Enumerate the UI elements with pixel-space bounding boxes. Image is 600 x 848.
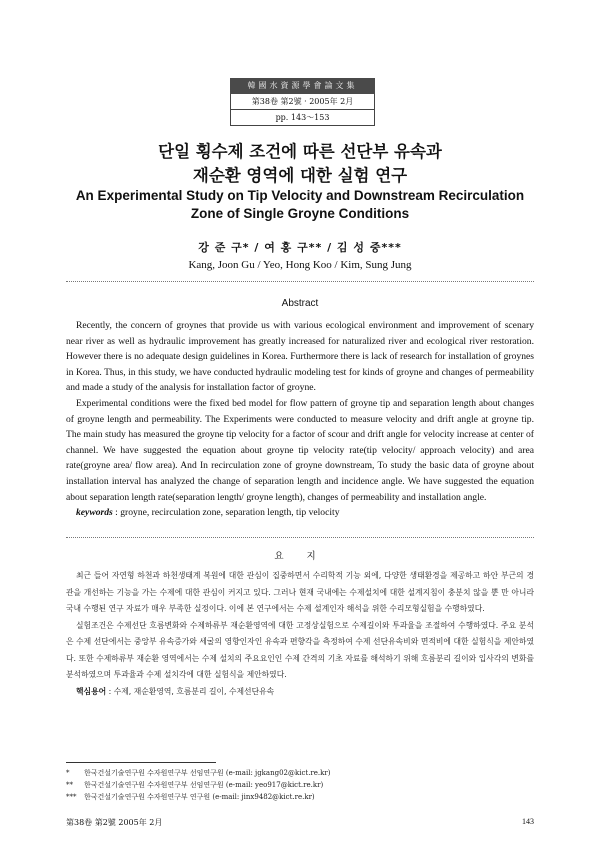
title-korean-line-1: 단일 횡수제 조건에 따른 선단부 유속과 — [158, 142, 442, 161]
footnotes — [66, 767, 534, 803]
page-number: 143 — [522, 817, 534, 826]
keywords-label: keywords — [76, 507, 113, 519]
yoji-paragraph-1: 최근 들어 자연형 하천과 하천생태계 복원에 대한 관심이 집중하면서 수리학적 기능 외에, 다양한 생태환경을 제공하고 하안 부근의 경관을 개선하는 기능을 가는 수제에 대한 관심이 커지고 있다. 그러나 현재 국내에는 수제설치에 대한 설계지침이 충분치 않을 뿐 만 아니라 국내 수행된 연구 자료가 매우 부족한 실정이다. 이에 본 연구에서는 수제 설계인자 해석을 위한 수리모형실험을 수행하였다. — [66, 571, 534, 613]
journal-logo: 韓國水資源學會論文集 — [230, 78, 375, 94]
title-english-line-1: An Experimental Study on Tip Velocity and Downstream Recirculation — [75, 188, 525, 203]
divider-middle — [66, 537, 534, 538]
authors-english: Kang, Joon Gu / Yeo, Hong Koo / Kim, Sung Jung — [188, 259, 412, 271]
title-english-line-2: Zone of Single Groyne Conditions — [190, 206, 410, 221]
footnote-1: * 한국건설기술연구원 수자원연구부 선임연구원 (e-mail: jgkang02@kict.re.kr) — [66, 769, 331, 777]
divider-top — [66, 281, 534, 282]
volume-info: 第38卷 第2號 · 2005年 2月 — [230, 94, 375, 110]
footnote-rule — [66, 762, 216, 763]
abstract-body — [66, 318, 534, 521]
keywords-line — [66, 505, 534, 521]
yoji-keywords-text: : 수제, 재순환영역, 흐름분리 길이, 수제선단유속 — [106, 686, 275, 696]
yoji-keywords-label: 핵심용어 — [76, 686, 107, 696]
footer-journal-issue: 第38卷 第2號 2005年 2月 — [66, 818, 163, 827]
yoji-paragraph-2: 실험조건은 수제선단 흐름변화와 수제하류부 재순환영역에 대한 고정상실험으로 수제길이와 투과율을 조절하여 수행하였다. 주요 분석은 수제 선단에서는 중앙부 유속증가와 세굴의 영향인자인 유속과 편향각을 측정하여 수제 선단유속비와 면적비에 대한 실험식을 제안하였다. 또한 수제하류부 재순환 영역에서는 수제 설치의 주요요인인 수제 간격의 기초 자료를 해석하기 위해 흐름분리 길이와 입사각의 변화를 분석하였으며 투과율과 수제 설치각에 대한 실험식을 제안하였다. — [66, 620, 534, 679]
yoji-body — [66, 568, 534, 700]
abstract-paragraph-2: Experimental conditions were the fixed bed model for flow pattern of groyne tip and separation length about changes of groyne length and permeability. The Experiments were conducted to measure velocity and drift angle at groyne tip. The main study has measured the groyne tip velocity for a factor of scour and drift angle for velocity increase at center of channel. We have suggested the equation about groyne tip velocity rate(tip velocity/ approach velocity) and area rate(groyne area/ flow area). And In recirculation zone of groyne downstream, To study the basic data of groyne about installation interval has analyzed the change of separation length and incidence angle. We have suggested the equation about separation length rate(separation length/ groyne length), changes of permeability and installation angle. — [66, 397, 534, 503]
journal-masthead — [230, 78, 375, 126]
authors-korean: 강 준 구* / 여 홍 구** / 김 성 중*** — [198, 241, 402, 254]
yoji-heading: 요 지 — [274, 551, 326, 562]
keywords-text: : groyne, recirculation zone, separation length, tip velocity — [112, 507, 340, 519]
yoji-keywords-line — [66, 684, 534, 701]
footnote-3: *** 한국건설기술연구원 수자원연구부 연구원 (e-mail: jinx9482@kict.re.kr) — [66, 793, 315, 801]
abstract-heading: Abstract — [281, 298, 319, 309]
footnote-2: ** 한국건설기술연구원 수자원연구부 선임연구원 (e-mail: yeo917@kict.re.kr) — [66, 781, 324, 789]
abstract-paragraph-1: Recently, the concern of groynes that provide us with various ecological environment and improvement of scenary near river as well as hydraulic improvement has greatly increased for naturalized river and ecological river restoration. However there is no adequate design guidelines in Korea. Furthermore there is lack of research for installation of groynes in Korea. Thus, in this study, we have conducted hydraulic modeling test for kinds of groyne and changes of permeability and made a study of the analysis for installation factor of groyne. — [66, 320, 534, 394]
title-korean-line-2: 재순환 영역에 대한 실험 연구 — [192, 166, 408, 185]
page-range: pp. 143～153 — [230, 110, 375, 126]
